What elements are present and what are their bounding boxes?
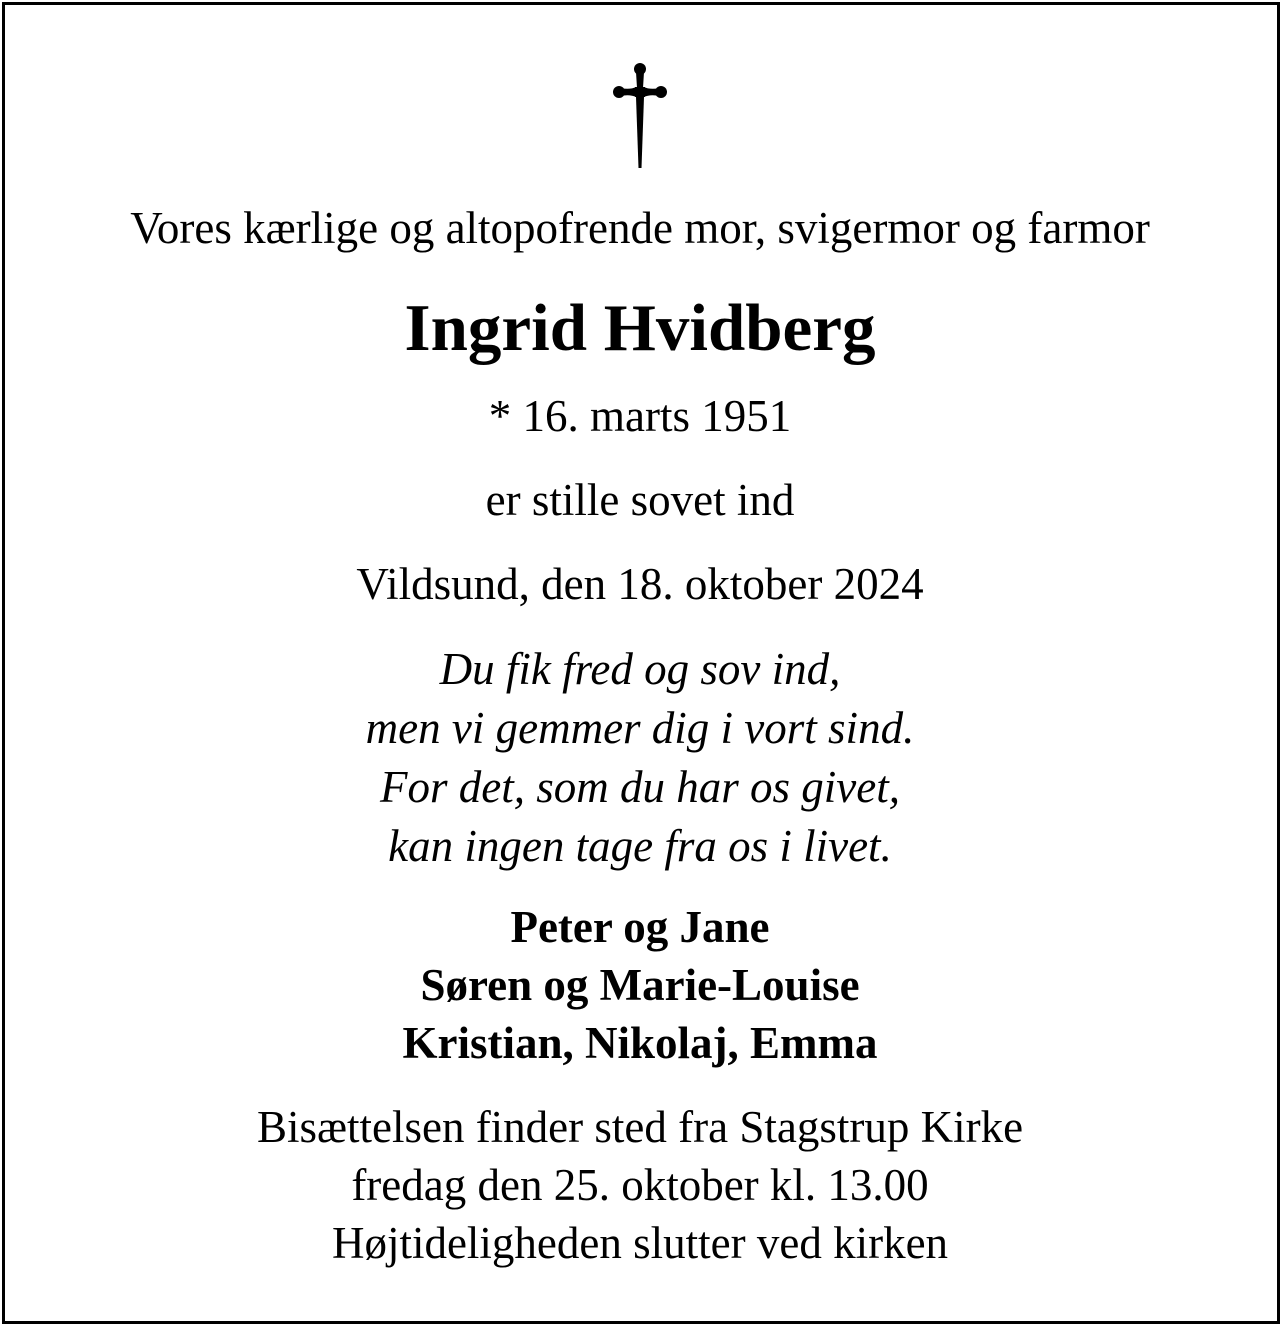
place-and-date: Vildsund, den 18. oktober 2024: [356, 559, 924, 609]
passed-text: er stille sovet ind: [485, 475, 795, 525]
poem-line: men vi gemmer dig i vort sind.: [365, 703, 915, 753]
family-line: Peter og Jane: [510, 902, 770, 952]
family-line: Kristian, Nikolaj, Emma: [402, 1018, 878, 1068]
service-info: [0, 1098, 1280, 1272]
service-line: fredag den 25. oktober kl. 13.00: [351, 1160, 929, 1210]
deceased-name: Ingrid Hvidberg: [404, 291, 876, 365]
poem-line: Du fik fred og sov ind,: [439, 644, 841, 694]
birth-date: * 16. marts 1951: [488, 391, 792, 441]
poem-line: For det, som du har os givet,: [380, 762, 900, 812]
poem-line: kan ingen tage fra os i livet.: [388, 821, 892, 871]
family-names: [0, 898, 1280, 1072]
service-line: Bisættelsen finder sted fra Stagstrup Kirke: [256, 1102, 1024, 1152]
family-line: Søren og Marie-Louise: [420, 960, 860, 1010]
intro-text: Vores kærlige og altopofrende mor, svigermor og farmor: [130, 203, 1150, 253]
poem: [0, 640, 1280, 876]
latin-cross-icon: [612, 62, 668, 170]
service-line: Højtideligheden slutter ved kirken: [331, 1218, 949, 1268]
